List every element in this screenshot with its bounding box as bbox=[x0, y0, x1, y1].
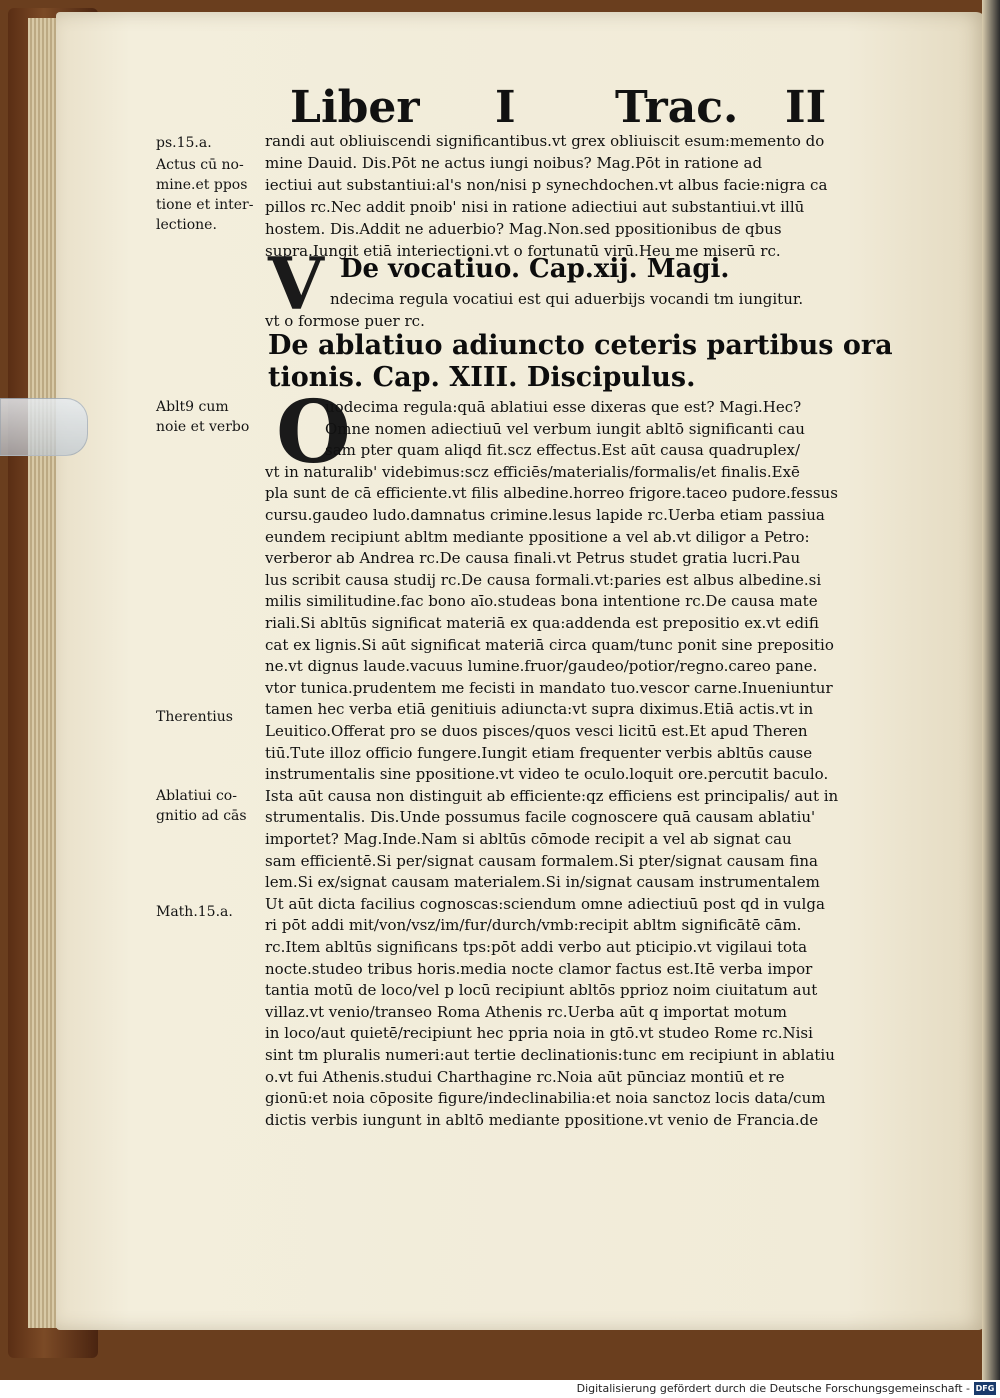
text-line: riali.Si abltūs significat materiā ex qua:addenda est prepositio ex.vt edifi bbox=[265, 614, 819, 632]
chapter-13-heading-line2: tionis. Cap. XIII. Discipulus. bbox=[268, 362, 696, 393]
text-line: vt o formose puer rc. bbox=[265, 312, 425, 330]
text-line: ndecima regula vocatiui est qui aduerbijs vocandi tm iungitur. bbox=[330, 290, 804, 308]
text-line: lus scribit causa studij rc.De causa formali.vt:paries est albus albedine.si bbox=[265, 570, 822, 589]
text-line: vtor tunica.prudentem me fecisti in mandato tuo.vescor carne.Inueniuntur bbox=[265, 678, 833, 697]
text-line: instrumentalis sine ppositione.vt video te oculo.loquit ore.percutit baculo. bbox=[265, 765, 829, 784]
text-line: randi aut obliuiscendi significantibus.vt grex obliuiscit esum:memento do bbox=[265, 132, 825, 150]
header-liber: Liber bbox=[290, 82, 420, 133]
margin-note: Ablatiui co- gnitio ad cās bbox=[156, 788, 247, 824]
footer-text: Digitalisierung gefördert durch die Deutsche Forschungsgemeinschaft - bbox=[576, 1382, 970, 1395]
text-line: Ut aūt dicta facilius cognoscas:sciendum omne adiectiuū post qd in vulga bbox=[265, 894, 825, 913]
text-line: nocte.studeo tribus horis.media nocte clamor factus est.Itē verba impor bbox=[265, 959, 813, 978]
margin-note: ps.15.a. bbox=[156, 135, 212, 151]
header-trac: Trac. bbox=[615, 82, 739, 133]
header-numeral-2: II bbox=[785, 82, 827, 133]
text-line: sam pter quam aliqd fit.scz effectus.Est aūt causa quadruplex/ bbox=[325, 441, 801, 460]
margin-note: Ablt9 cum noie et verbo bbox=[156, 399, 250, 435]
text-line: cat ex lignis.Si aūt significat materiā circa quam/tunc ponit sine prepositio bbox=[265, 635, 834, 654]
text-line: rc.Item abltūs significans tps:pōt addi verbo aut pticipio.vt vigilaui tota bbox=[265, 938, 808, 956]
text-line: pillos rc.Nec addit pnoib' nisi in ratione adiectiui aut substantiui.vt illū bbox=[265, 198, 805, 216]
footer-credit bbox=[0, 1380, 1000, 1398]
text-line: uodecima regula:quā ablatiui esse dixeras que est? Magi.Hec? bbox=[325, 398, 802, 416]
bookmark-strip bbox=[0, 398, 88, 456]
text-line: mine Dauid. Dis.Pōt ne actus iungi noibus? Mag.Pōt in ratione ad bbox=[265, 154, 763, 172]
margin-note: Therentius bbox=[156, 709, 233, 725]
text-line: Ista aūt causa non distinguit ab efficiente:qz efficiens est principalis/ aut in bbox=[265, 786, 839, 805]
text-line: ri pōt addi mit/von/vsz/im/fur/durch/vmb:recipit abltm significātē cām. bbox=[265, 916, 802, 935]
dfg-logo: DFG bbox=[975, 1384, 995, 1393]
text-line: dictis verbis iungunt in abltō mediante ppositione.vt venio de Francia.de bbox=[265, 1110, 819, 1129]
text-line: importet? Mag.Inde.Nam si abltūs cōmode recipit a vel ab signat cau bbox=[265, 830, 792, 848]
text-line: tantia motū de loco/vel p locū recipiunt abltōs pprioz noim ciuitatum aut bbox=[265, 981, 818, 1000]
margin-note: Actus cū no- mine.et ppos tione et inter- lectione. bbox=[156, 157, 254, 233]
margin-note: Math.15.a. bbox=[156, 904, 233, 920]
text-line: tiū.Tute illoz officio fungere.Iungit etiam frequenter verbis abltūs cause bbox=[265, 743, 813, 762]
chapter-12-heading: De vocatiuo. Cap.xij. Magi. bbox=[340, 254, 730, 284]
text-line: eundem recipiunt abltm mediante ppositione a vel ab.vt diligor a Petro: bbox=[265, 527, 810, 546]
chapter-13-heading-line1: De ablatiuo adiuncto ceteris partibus ora bbox=[268, 330, 893, 361]
text-line: lem.Si ex/signat causam materialem.Si in/signat causam instrumentalem bbox=[265, 873, 820, 892]
decorated-initial-v: V bbox=[268, 241, 324, 326]
header-numeral-1: I bbox=[495, 82, 516, 133]
text-line: pla sunt de cā efficiente.vt filis albedine.horreo frigore.taceo pudore.fessus bbox=[265, 484, 838, 503]
text-line: o.vt fui Athenis.studui Charthagine rc.Noia aūt pūnciaz montiū et re bbox=[265, 1067, 785, 1086]
text-line: sint tm pluralis numeri:aut tertie declinationis:tunc em recipiunt in ablatiu bbox=[265, 1046, 835, 1064]
text-line: vt in naturalib' videbimus:scz efficiēs/materialis/formalis/et finalis.Exē bbox=[265, 462, 800, 481]
text-line: iectiui aut substantiui:al's non/nisi p synechdochen.vt albus facie:nigra ca bbox=[265, 176, 828, 194]
text-line: in loco/aut quietē/recipiunt hec ppria noia in gtō.vt studeo Rome rc.Nisi bbox=[265, 1024, 813, 1043]
text-line: milis similitudine.fac bono aīo.studeas bona intentione rc.De causa mate bbox=[265, 592, 818, 611]
text-line: cursu.gaudeo ludo.damnatus crimine.lesus lapide rc.Uerba etiam passiua bbox=[265, 506, 825, 524]
text-line: verberor ab Andrea rc.De causa finali.vt Petrus studet gratia lucri.Pau bbox=[265, 549, 801, 568]
text-line: hostem. Dis.Addit ne aduerbio? Mag.Non.sed ppositionibus de qbus bbox=[265, 220, 782, 238]
text-line: sam efficientē.Si per/signat causam formalem.Si pter/signat causam fina bbox=[265, 851, 818, 870]
decorated-initial-o: O bbox=[276, 382, 351, 483]
text-line: tamen hec verba etiā genitiuis adiuncta:vt supra diximus.Etiā actis.vt in bbox=[265, 700, 814, 719]
text-line: Omne nomen adiectiuū vel verbum iungit abltō significanti cau bbox=[325, 419, 805, 438]
text-line: villaz.vt venio/transeo Roma Athenis rc.Uerba aūt q importat motum bbox=[265, 1002, 788, 1021]
text-line: supra.Iungit etiā interiectioni.vt o fortunatū virū.Heu me miserū rc. bbox=[265, 242, 781, 260]
text-line: strumentalis. Dis.Unde possumus facile cognoscere quā causam ablatiu' bbox=[265, 808, 816, 827]
text-line: ne.vt dignus laude.vacuus lumine.fruor/gaudeo/potior/regno.careo pane. bbox=[265, 657, 818, 676]
text-line: gionū:et noia cōposite figure/indeclinabilia:et noia sanctoz locis data/cum bbox=[265, 1089, 826, 1108]
text-line: Leuitico.Offerat pro se duos pisces/quos vesci licitū est.Et apud Theren bbox=[265, 722, 808, 740]
page-right-edge bbox=[982, 0, 1000, 1380]
